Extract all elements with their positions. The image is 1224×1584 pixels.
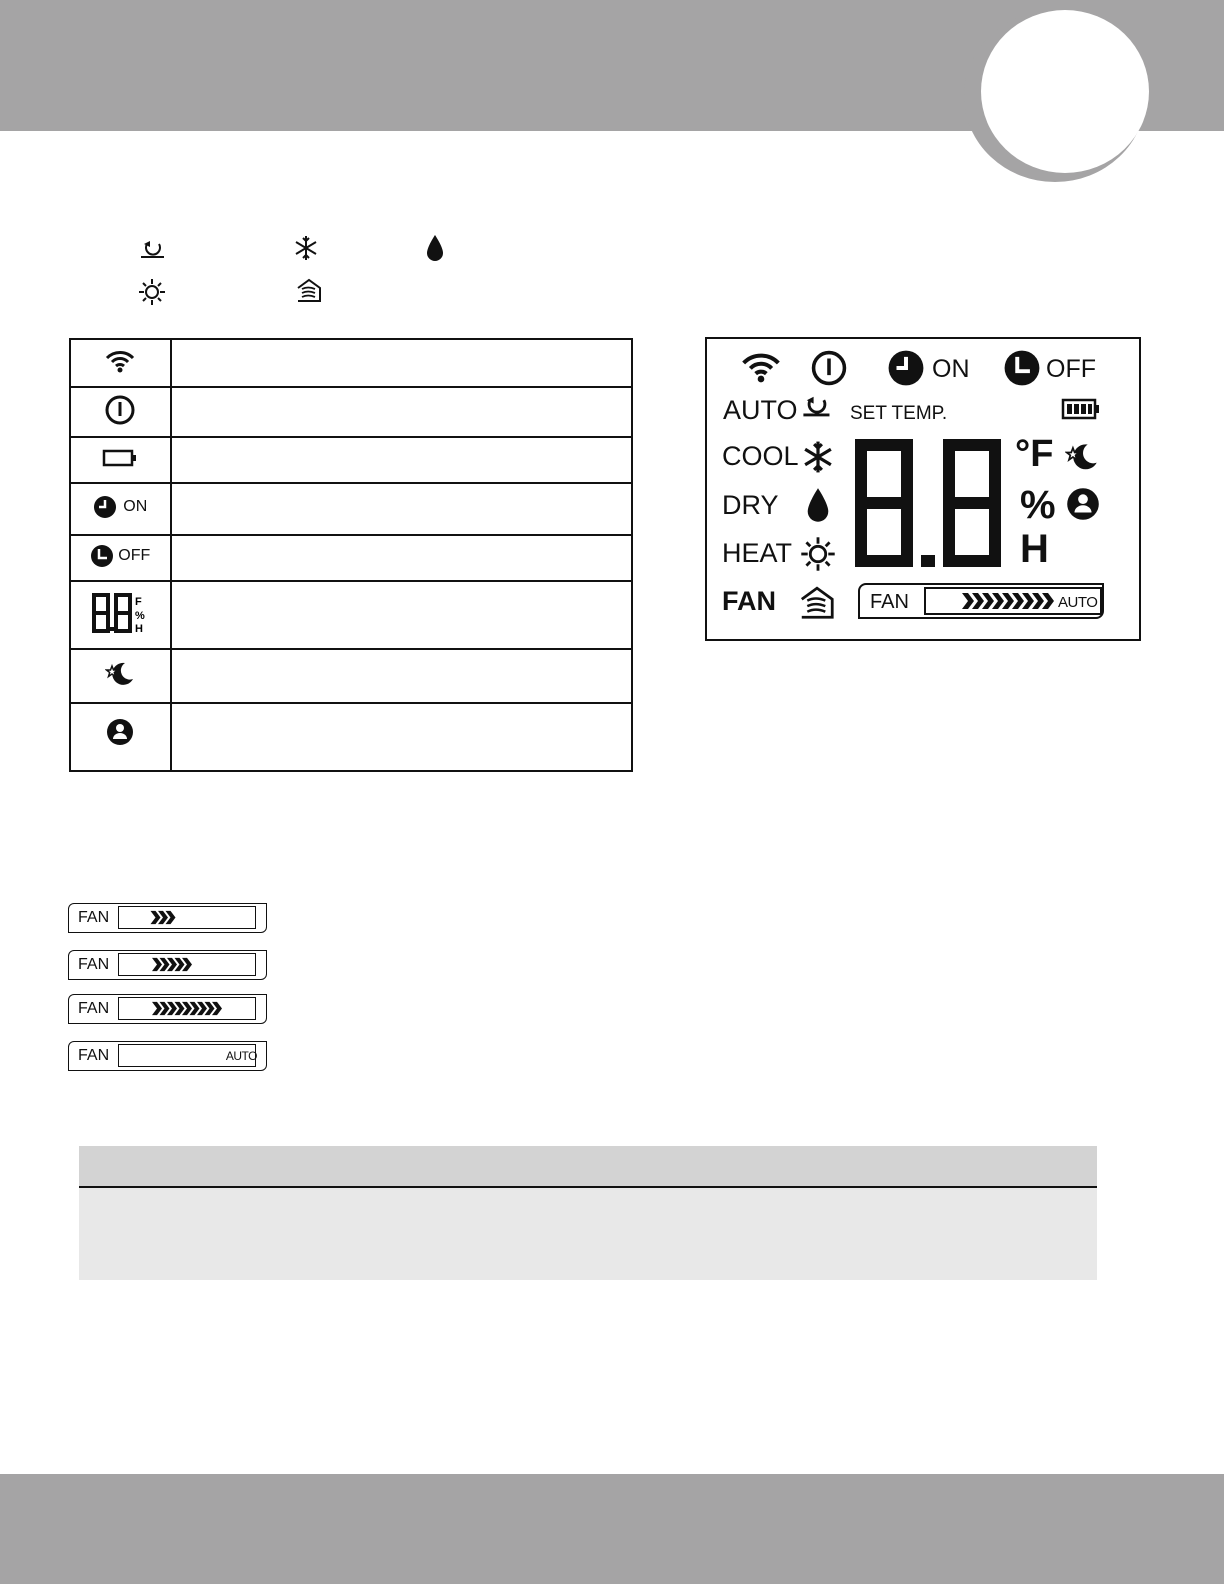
lcd-off-label: OFF — [1046, 355, 1096, 383]
table-cell — [171, 649, 632, 703]
fan-speed-low — [68, 903, 269, 935]
lcd-heat-mode-icon — [800, 536, 836, 572]
lcd-unit-h: H — [1020, 527, 1049, 571]
note-box-header — [79, 1146, 1097, 1188]
lcd-fan-label: FAN — [722, 586, 776, 616]
fan-speed-label: FAN — [78, 1000, 110, 1017]
lcd-unit-fahrenheit: °F — [1015, 433, 1054, 475]
table-row — [70, 339, 632, 387]
svg-text:F: F — [135, 595, 142, 608]
lcd-dry-mode-icon — [806, 487, 830, 523]
lcd-temperature-digits — [851, 437, 1011, 571]
table-row — [70, 483, 632, 535]
remote-lcd-display — [705, 337, 1141, 641]
lcd-fan-chevrons-icon — [962, 592, 1054, 610]
page-badge — [981, 10, 1149, 173]
table-cell — [171, 339, 632, 387]
sleep-icon — [105, 660, 135, 688]
table-row — [70, 535, 632, 581]
fan-chevrons-3-icon — [150, 910, 176, 925]
lcd-fan-speed-track — [924, 587, 1102, 615]
fan-speed-auto — [68, 1041, 269, 1073]
auto-mode-icon — [138, 240, 168, 260]
timer-off-indicator — [90, 544, 150, 568]
timer-off-icon — [90, 544, 114, 568]
lcd-timer-on-icon — [887, 349, 925, 387]
fan-speed-label: FAN — [78, 956, 110, 973]
fan-mode-icon — [296, 278, 322, 302]
lcd-auto-mode-icon — [800, 395, 834, 419]
temperature-display-icon — [91, 591, 149, 635]
table-cell — [171, 437, 632, 483]
cool-mode-icon — [292, 234, 320, 262]
dry-mode-icon — [426, 234, 444, 262]
table-row — [70, 649, 632, 703]
fan-speed-label: FAN — [78, 909, 110, 926]
fan-speed-label: FAN — [78, 1047, 110, 1064]
fan-speed-high — [68, 994, 269, 1026]
lcd-wifi-icon — [741, 351, 781, 383]
lcd-cool-mode-icon — [800, 439, 836, 475]
lcd-dry-label: DRY — [722, 490, 779, 520]
icon-description-table — [69, 338, 633, 772]
lcd-unit-percent: % — [1020, 483, 1056, 527]
lcd-auto-label: AUTO — [723, 395, 798, 425]
lcd-sleep-icon — [1065, 441, 1099, 473]
timer-on-indicator — [93, 495, 147, 519]
follow-me-icon — [106, 718, 134, 746]
lcd-fan-mode-icon — [799, 585, 835, 619]
battery-icon — [102, 448, 138, 468]
table-cell — [171, 483, 632, 535]
lcd-cool-label: COOL — [722, 441, 799, 471]
table-cell — [171, 703, 632, 771]
table-row — [70, 703, 632, 771]
timer-off-label: OFF — [118, 546, 151, 564]
footer-band — [0, 1474, 1224, 1584]
lcd-battery-icon — [1061, 397, 1101, 421]
note-box-body — [79, 1188, 1097, 1280]
wifi-icon — [105, 349, 135, 373]
lcd-on-label: ON — [932, 355, 970, 383]
lcd-set-temp-label: SET TEMP. — [850, 403, 948, 424]
svg-text:H: H — [135, 622, 144, 635]
table-cell — [171, 387, 632, 437]
lcd-follow-me-icon — [1066, 487, 1100, 521]
lcd-fan-speed-bar — [858, 583, 1104, 619]
table-cell — [171, 581, 632, 649]
lcd-heat-label: HEAT — [722, 538, 793, 568]
timer-on-label: ON — [123, 497, 148, 515]
fan-auto-label: AUTO — [225, 1049, 257, 1063]
heat-mode-icon — [138, 278, 166, 306]
lcd-power-icon — [810, 349, 848, 387]
table-cell — [171, 535, 632, 581]
lcd-fan-speed-label: FAN — [870, 591, 909, 613]
lcd-fan-auto-label: AUTO — [1058, 594, 1098, 611]
fan-speed-medium — [68, 950, 269, 982]
table-row — [70, 387, 632, 437]
table-row — [70, 437, 632, 483]
table-row — [70, 581, 632, 649]
svg-text:%: % — [135, 609, 146, 622]
timer-on-icon — [93, 495, 117, 519]
fan-chevrons-5-icon — [150, 957, 194, 972]
lcd-timer-off-icon — [1003, 349, 1041, 387]
fan-chevrons-9-icon — [150, 1001, 224, 1016]
power-icon — [104, 394, 136, 426]
